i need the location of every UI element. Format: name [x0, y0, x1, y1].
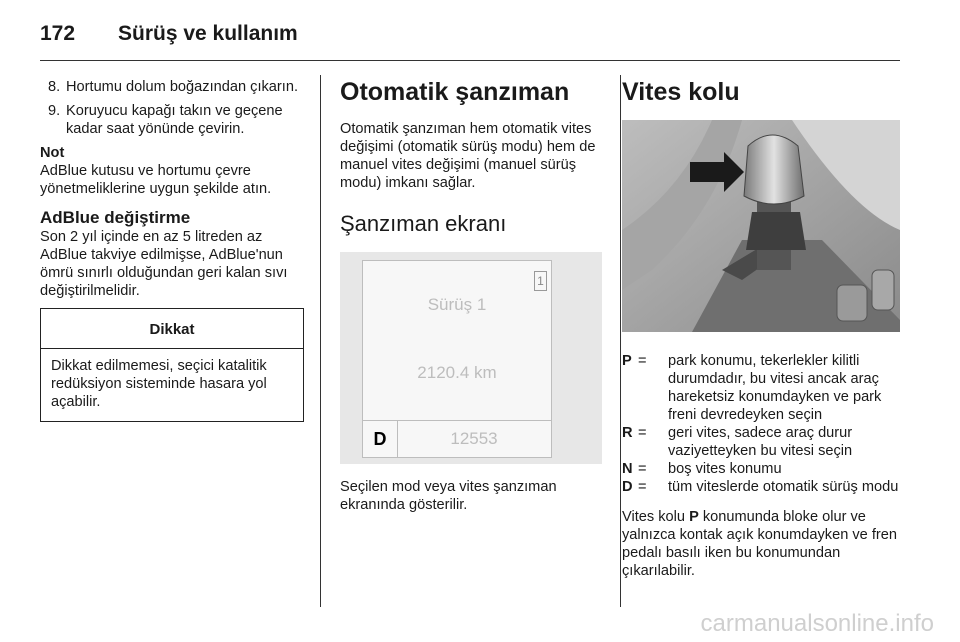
step-number: 8. — [48, 79, 61, 95]
gear-key: N — [622, 461, 633, 477]
gear-item — [622, 478, 902, 496]
display-odometer: 2120.4 km — [417, 363, 497, 382]
gear-key: R — [622, 425, 633, 441]
display-gear-indicator: D — [363, 421, 398, 457]
column-divider — [620, 75, 621, 607]
display-mode-text: Sürüş 1 — [427, 295, 487, 314]
note-text: AdBlue kutusu ve hortumu çevre yönetmeliklerine uygun şekilde atın. — [40, 163, 272, 197]
warning-box — [40, 308, 304, 422]
section-title: Vites kolu — [622, 78, 740, 106]
display-trip-value: 12553 — [450, 429, 498, 448]
step-text: Koruyucu kapağı takın ve geçene kadar saat yönünde çevirin. — [66, 103, 283, 137]
gear-description: boş vites konumu — [668, 461, 782, 477]
step-item — [40, 102, 304, 138]
gear-equals: = — [638, 353, 647, 369]
step-text: Hortumu dolum boğazından çıkarın. — [66, 79, 299, 95]
lever-lock-paragraph — [622, 508, 902, 580]
intro-text: Otomatik şanzıman hem otomatik vites değişimi (otomatik sürüş modu) hem de manuel vites değişimi (manuel sürüş modu) imkanı sağlar. — [340, 121, 596, 191]
note-heading: Not — [40, 145, 65, 161]
step-item — [40, 78, 304, 96]
gear-description: tüm viteslerde otomatik sürüş modu — [668, 479, 899, 495]
gear-description: park konumu, tekerlekler kilitli durumdadır, bu vitesi ancak araç hareketsiz konumdayken ve park freni devredeyken seçin — [668, 353, 882, 423]
gear-key: P — [622, 353, 632, 369]
watermark: carmanualsonline.info — [700, 610, 934, 637]
warning-title: Dikkat — [41, 309, 303, 349]
page-number: 172 — [40, 22, 76, 45]
transmission-display-figure — [340, 252, 602, 464]
header-rule — [40, 60, 900, 61]
column-divider — [320, 75, 321, 607]
gear-item — [622, 352, 902, 424]
steps-list — [40, 78, 304, 138]
display-panel — [362, 260, 552, 458]
section-text: Son 2 yıl içinde en az 5 litreden az AdBlue takviye edilmişse, AdBlue'nun ömrü sınırlı olduğundan geri kalan sıvı değiştirilmelidir. — [40, 229, 288, 299]
figure-caption: Seçilen mod veya vites şanzıman ekranında gösterilir. — [340, 479, 557, 513]
display-mode-icon: 1 — [534, 271, 547, 291]
column-middle — [340, 72, 602, 514]
column-right — [622, 72, 902, 580]
step-number: 9. — [48, 103, 61, 119]
gear-lever-illustration — [622, 120, 900, 332]
gear-key: D — [622, 479, 633, 495]
lever-lock-key: P — [689, 509, 699, 525]
section-heading: AdBlue değiştirme — [40, 208, 191, 227]
page-header — [40, 18, 900, 58]
section-title: Otomatik şanzıman — [340, 78, 570, 106]
lever-lock-text-start: Vites kolu — [622, 509, 690, 525]
column-left — [40, 72, 304, 422]
lever-lock-text-end: konumunda bloke olur ve yalnızca kontak açık konumdayken ve fren pedalı basılı iken bu konumundan çıkarılabilir. — [622, 509, 897, 579]
gear-equals: = — [638, 461, 647, 477]
gear-lever-photo — [622, 120, 900, 332]
display-bottom-bar — [363, 420, 551, 457]
warning-text: Dikkat edilmemesi, seçici katalitik redüksiyon sisteminde hasara yol açabilir. — [51, 358, 267, 410]
gear-description: geri vites, sadece araç durur vaziyetteyken bu vitesi seçin — [668, 425, 853, 459]
gear-positions-list — [622, 352, 902, 496]
page-title: Sürüş ve kullanım — [118, 22, 298, 45]
gear-item — [622, 460, 902, 478]
subsection-title: Şanzıman ekranı — [340, 211, 507, 236]
gear-item — [622, 424, 902, 460]
gear-equals: = — [638, 425, 647, 441]
gear-equals: = — [638, 479, 647, 495]
